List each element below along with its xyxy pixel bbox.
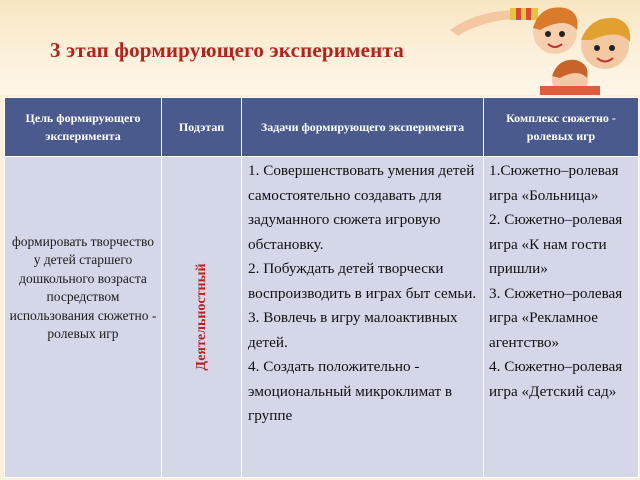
game-item: 3. Сюжетно–ролевая игра «Рекламное агентство» bbox=[489, 284, 623, 351]
experiment-table bbox=[4, 97, 639, 478]
table-row bbox=[5, 157, 639, 478]
phase-cell bbox=[162, 157, 242, 478]
header-tasks: Задачи формирующего эксперимента bbox=[242, 98, 484, 157]
task-item: 2. Побуждать детей творчески воспроизводить в играх быт семьи. bbox=[248, 260, 477, 302]
goal-cell bbox=[5, 157, 162, 478]
table-header-row bbox=[5, 98, 639, 157]
game-item: 2. Сюжетно–ролевая игра «К нам гости пришли» bbox=[489, 211, 623, 277]
cartoon-kids-icon bbox=[440, 0, 640, 95]
phase-label: Деятельностный bbox=[193, 263, 209, 371]
header-phase: Подэтап bbox=[162, 98, 242, 157]
task-item: 1. Совершенствовать умения детей самостоятельно создавать для задуманного сюжета игровую обстановку. bbox=[248, 162, 475, 253]
header-goal: Цель формирующего эксперимента bbox=[5, 98, 162, 157]
header-games: Комплекс сюжетно - ролевых игр bbox=[484, 98, 639, 157]
task-item: 3. Вовлечь в игру малоактивных детей. bbox=[248, 309, 458, 351]
slide-title: 3 этап формирующего эксперимента bbox=[50, 38, 404, 62]
task-item: 4. Создать положительно - эмоциональный микроклимат в группе bbox=[248, 358, 453, 424]
game-item: 4. Сюжетно–ролевая игра «Детский сад» bbox=[489, 358, 623, 400]
goal-text: формировать творчество у детей старшего дошкольного возраста посредством использования сюжетно - ролевых игр bbox=[9, 234, 157, 342]
game-item: 1.Сюжетно–ролевая игра «Больница» bbox=[489, 162, 619, 204]
tasks-cell bbox=[242, 157, 484, 478]
games-cell bbox=[484, 157, 639, 478]
